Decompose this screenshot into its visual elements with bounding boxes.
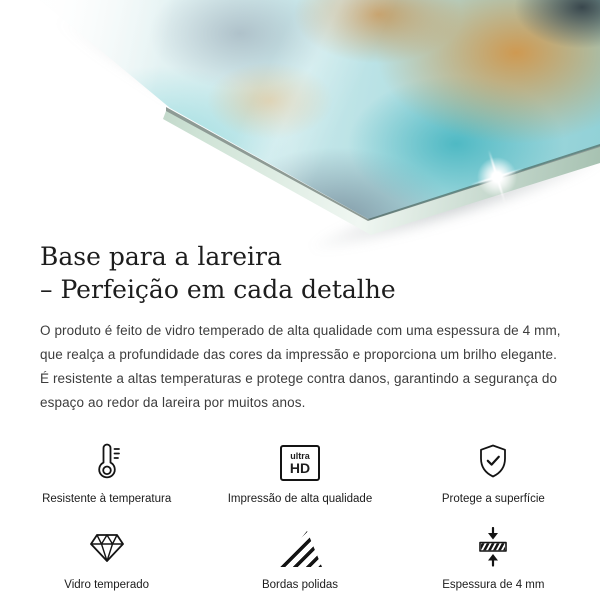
shield-check-icon (473, 441, 513, 481)
feature-thickness (397, 523, 590, 591)
feature-tempered-glass (10, 523, 203, 591)
page-title-line-1: Base para a lareira (40, 242, 282, 271)
thermometer-icon (87, 441, 127, 481)
page-title-line-2: – Perfeição em cada detalhe (40, 275, 396, 304)
diamond-icon (87, 527, 127, 567)
feature-temperature (10, 437, 203, 505)
feature-print-quality (203, 437, 396, 505)
page-title (40, 240, 560, 306)
product-photo (0, 0, 600, 240)
feature-label: Resistente à temperatura (42, 493, 172, 505)
feature-label: Vidro temperado (64, 579, 150, 591)
feature-surface-protection (397, 437, 590, 505)
thickness-arrows-icon (473, 527, 513, 567)
feature-polished-edges (203, 523, 396, 591)
feature-label: Bordas polidas (261, 579, 339, 591)
ultra-hd-icon: ultra HD (280, 445, 320, 481)
feature-grid (10, 437, 590, 591)
polished-edges-icon (278, 531, 322, 567)
feature-label: Impressão de alta qualidade (227, 493, 373, 505)
feature-label: Protege a superfície (441, 493, 545, 505)
feature-label: Espessura de 4 mm (442, 579, 545, 591)
product-description-text: O produto é feito de vidro temperado de alta qualidade com uma espessura de 4 mm, que realça a profundidade das cores da impressão e proporciona um brilho elegante. É resistente a altas temperaturas e protege contra danos, garantindo a segurança do espaço ao redor da lareira por muitos anos. (40, 323, 561, 410)
